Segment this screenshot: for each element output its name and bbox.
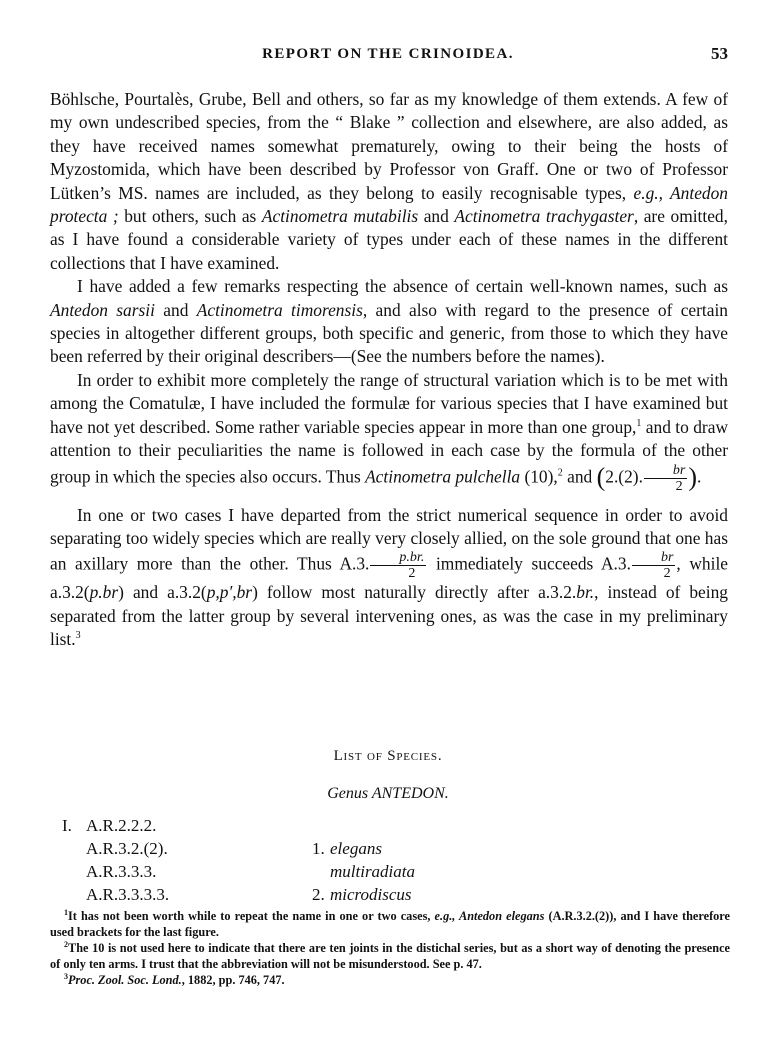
footnote-2-text: The 10 is not used here to indicate that there are ten joints in the distichal series, but as a short way of denoting the presence of only ten arms. I trust that the abbreviation will not be misunderstood. See p. 47.: [50, 941, 730, 971]
body-text: [50, 88, 728, 652]
species-number: 2.: [312, 885, 325, 904]
list-title: List of Species.: [333, 748, 443, 764]
p3-species: Actinometra pulchella: [365, 466, 521, 486]
p3-text-d: and: [562, 466, 597, 486]
p3-text-c: (10),: [520, 466, 558, 486]
footnote-ref-3: 3: [75, 630, 81, 642]
p2-text-a: I have added a few remarks respecting the absence of certain well-known names, such as: [77, 276, 728, 297]
p3-text-b: and to draw attention to their peculiarities the name is followed in each case by the formula of the other group in which the species also occurs. Thus: [50, 416, 728, 486]
list-row: [62, 862, 462, 885]
group-formula: A.R.2.2.2.: [86, 816, 157, 835]
p3-text-e: .: [697, 466, 702, 486]
footnote-ref-1: 1: [636, 417, 642, 429]
p1-species-1: Actinometra mutabilis: [261, 206, 419, 227]
p2-text-c: , and also with regard to the presence of certain species in altogether different groups, both specific and generic, from those to which they have been referred by their original describers—(See the numbers before the names).: [50, 299, 729, 367]
footnote-mark: 2: [64, 940, 68, 949]
p4-text-a: In one or two cases I have departed from the strict numerical sequence in order to avoid separating too widely species which are really very closely allied, on the sole ground that one has an axillary more than the other. Thus A.3.: [50, 504, 728, 574]
paragraph-4: [50, 504, 728, 652]
species-name: microdiscus: [330, 885, 412, 904]
paragraph-3: [50, 369, 728, 494]
p1-species-2: Actinometra trachygaster: [454, 206, 634, 227]
footnote-mark: 1: [64, 908, 68, 917]
p2-text-b: and: [154, 299, 197, 320]
p4-text-d: ) and a.3.2(: [118, 582, 207, 603]
p4-fraction-1: [370, 550, 426, 581]
p4-text-e: ) follow most naturally directly after a.3.2.: [252, 582, 577, 603]
list-row: [62, 885, 462, 908]
group-formula: A.R.3.2.(2).: [86, 839, 168, 858]
footnote-3-italic: Proc. Zool. Soc. Lond.: [68, 973, 182, 987]
list-row: [62, 839, 462, 862]
footnote-1: [50, 908, 730, 940]
paragraph-2: [50, 275, 728, 369]
p3-text-a: In order to exhibit more completely the range of structural variation which is to be met with among the Comatulæ, I have included the formulæ for various species that I have examined but have not yet described. Some rather variable species appear in more than one group,: [50, 369, 728, 437]
genus-heading: Genus ANTEDON.: [327, 785, 449, 802]
p1-example: e.g., Antedon protecta ;: [50, 182, 729, 227]
footnote-ref-2: 2: [557, 467, 563, 478]
fraction-denominator: 2: [675, 478, 683, 494]
group-formula: A.R.3.3.3.: [86, 862, 157, 881]
p2-species-1: Antedon sarsii: [50, 299, 155, 320]
species-name: multiradiata: [330, 862, 416, 881]
species-name: elegans: [330, 839, 382, 858]
p3-fraction: [644, 463, 687, 494]
p4-fraction-2: [632, 550, 675, 581]
group-formula: A.R.3.3.3.3.: [86, 885, 170, 904]
group-number: I.: [62, 816, 72, 835]
p4-text-f: , instead of being separated from the latter group by several intervening ones, as was the case in my preliminary list.: [50, 582, 728, 650]
fraction-numerator: br: [644, 463, 687, 479]
paren-close: ): [688, 462, 698, 491]
p3-formula-prefix: 2.(2).: [605, 466, 643, 486]
running-title: REPORT ON THE CRINOIDEA.: [262, 46, 514, 62]
paren-open: (: [596, 462, 606, 491]
p4-italic-3: br.: [576, 582, 595, 603]
p1-text-a: Böhlsche, Pourtalès, Grube, Bell and others, so far as my knowledge of them extends. A few of my own undescribed species, from the “ Blake ” collection and elsewhere, are also added, as they have received names somewhat prematurely, owing to their being the hosts of Myzostomida, which have been described by Professor von Graff. One or two of Professor Lütken’s MS. names are included, as they belong to easily recognisable types,: [50, 89, 728, 203]
footnote-3: [50, 972, 730, 988]
p2-species-2: Actinometra timorensis: [196, 299, 363, 320]
fraction-numerator: br: [632, 550, 675, 566]
species-list: [62, 816, 462, 908]
p1-text-d: , are omitted, as I have found a considerable variety of types under each of these names in the different collections that I have examined.: [50, 206, 728, 273]
footnote-1-text-a: It has not been worth while to repeat the name in one or two cases,: [68, 909, 435, 923]
paragraph-1: [50, 88, 728, 275]
footnote-1-italic: e.g., Antedon elegans: [434, 909, 545, 923]
p1-text-b: but others, such as: [118, 206, 262, 227]
p1-text-c: and: [418, 206, 455, 227]
footnotes: [50, 908, 730, 988]
p4-italic-2: p,p′,br: [206, 582, 253, 603]
fraction-numerator: p.br.: [370, 550, 426, 566]
fraction-denominator: 2: [663, 566, 671, 582]
p4-text-b: immediately succeeds A.3.: [427, 553, 631, 574]
footnote-3-text: , 1882, pp. 746, 747.: [181, 973, 285, 987]
footnote-2: [50, 940, 730, 972]
list-row: [62, 816, 462, 839]
p4-text-c: , while a.3.2(: [50, 553, 729, 603]
page-header: [0, 40, 776, 70]
footnote-1-text-b: (A.R.3.2.(2)), and I have therefore used brackets for the last figure.: [50, 909, 731, 939]
page-number: 53: [711, 44, 728, 63]
p4-italic-1: p.br: [89, 582, 119, 603]
footnote-mark: 3: [64, 972, 68, 981]
species-number: 1.: [312, 839, 325, 858]
fraction-denominator: 2: [408, 566, 416, 582]
